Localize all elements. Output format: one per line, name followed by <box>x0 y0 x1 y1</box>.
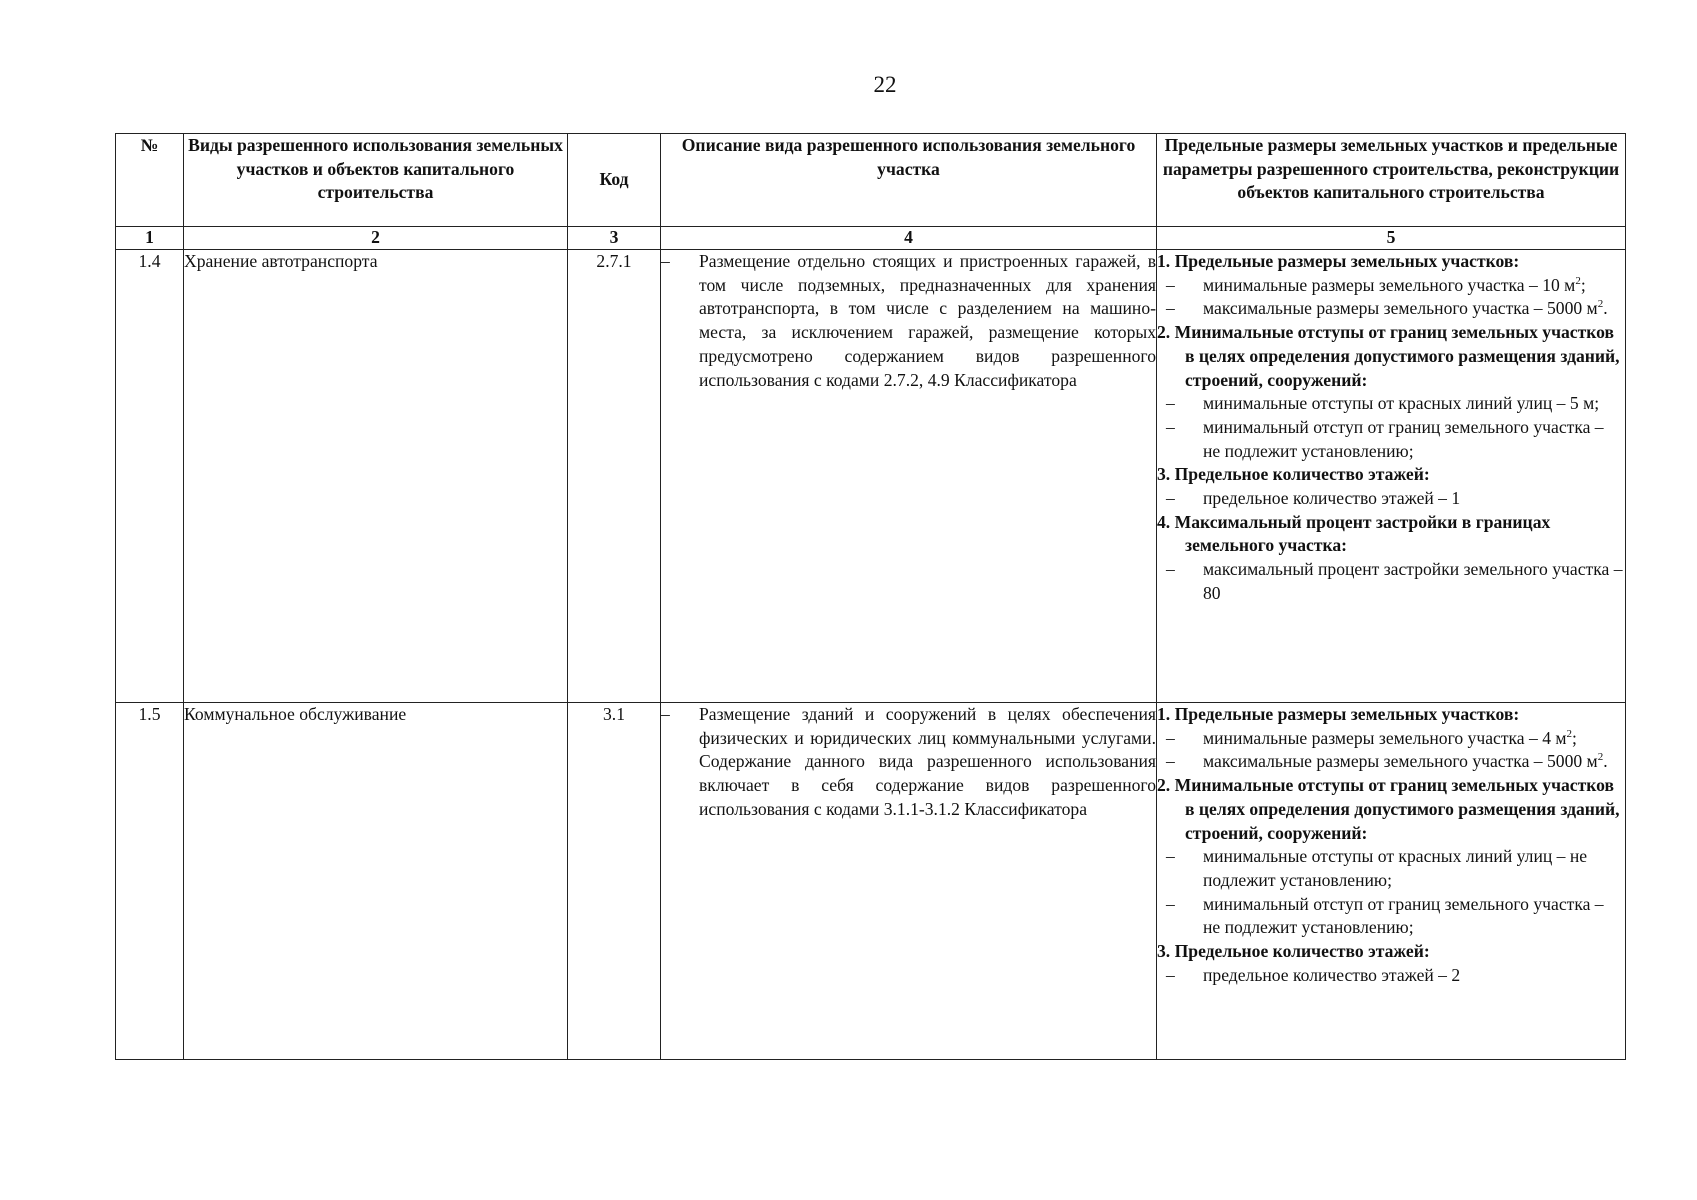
dash-bullet: – <box>1166 274 1175 295</box>
param-text: максимальные размеры земельного участка – 5000 м <box>1203 298 1598 319</box>
param-text: максимальный процент застройки земельного участка – 80 <box>1203 559 1623 603</box>
param-item <box>1157 893 1625 940</box>
use-description <box>661 703 1157 1060</box>
dash-bullet: – <box>1166 488 1175 509</box>
column-number: 1 <box>116 227 184 250</box>
row-number: 1.5 <box>116 703 184 1060</box>
param-section-title: 2. Минимальные отступы от границ земельных участков в целях определения допустимого размещения зданий, строений, сооружений: <box>1157 775 1620 843</box>
table-row <box>116 250 1626 703</box>
param-text: минимальный отступ от границ земельного участка – не подлежит установлению; <box>1203 893 1604 938</box>
param-text: минимальные отступы от красных линий улиц – 5 м; <box>1203 393 1600 414</box>
param-item <box>1157 750 1625 774</box>
column-number: 3 <box>568 227 661 250</box>
dash-bullet: – <box>661 704 670 724</box>
use-parameters <box>1157 703 1626 1060</box>
param-item <box>1157 487 1625 511</box>
column-number: 5 <box>1157 227 1626 250</box>
header-number: № <box>116 134 184 227</box>
superscript: 2 <box>1575 274 1581 287</box>
dash-bullet: – <box>1166 893 1175 914</box>
param-section-title: 1. Предельные размеры земельных участков: <box>1157 251 1520 271</box>
dash-bullet: – <box>1166 298 1175 319</box>
page-number: 22 <box>873 72 897 97</box>
param-section-title: 3. Предельное количество этажей: <box>1157 941 1430 962</box>
dash-bullet: – <box>1166 846 1175 867</box>
use-type-name: Хранение автотранспорта <box>184 250 568 703</box>
param-section-title: 2. Минимальные отступы от границ земельных участков в целях определения допустимого размещения зданий, строений, сооружений: <box>1157 322 1620 390</box>
param-item <box>1157 727 1625 751</box>
param-section-title: 4. Максимальный процент застройки в границах земельного участка: <box>1157 511 1551 556</box>
header-description: Описание вида разрешенного использования земельного участка <box>661 134 1157 227</box>
description-text: Размещение отдельно стоящих и пристроенных гаражей, в том числе подземных, предназначенных для хранения автотранспорта, в том числе с разделением на машино-места, за исключением гаражей, размещение которых предусмотрено содержанием видов разрешенного использования с кодами 2.7.2, 4.9 Классификатора <box>699 251 1156 390</box>
param-item <box>1157 845 1625 892</box>
dash-bullet: – <box>1166 559 1175 580</box>
dash-bullet: – <box>661 251 670 271</box>
description-text: Размещение зданий и сооружений в целях обеспечения физических и юридических лиц коммунальными услугами. Содержание данного вида разрешенного использования включает в себя содержание видов разрешенного использования с кодами 3.1.1-3.1.2 Классификатора <box>699 704 1156 819</box>
use-type-name: Коммунальное обслуживание <box>184 703 568 1060</box>
param-end: ; <box>1580 274 1586 295</box>
table-row <box>116 703 1626 1060</box>
param-section-title: 3. Предельное количество этажей: <box>1157 464 1430 485</box>
param-end: . <box>1603 751 1608 772</box>
param-end: ; <box>1572 727 1577 748</box>
param-item <box>1157 392 1625 416</box>
param-item <box>1157 416 1625 463</box>
use-parameters <box>1157 250 1626 703</box>
land-use-table <box>115 133 1626 1060</box>
row-number: 1.4 <box>116 250 184 703</box>
dash-bullet: – <box>1166 751 1175 772</box>
param-text: предельное количество этажей – 2 <box>1203 964 1461 985</box>
param-text: минимальные размеры земельного участка – 4 м <box>1203 727 1567 748</box>
param-text: минимальные отступы от красных линий улиц – не подлежит установлению; <box>1203 846 1588 890</box>
superscript: 2 <box>1597 751 1604 764</box>
header-code: Код <box>568 134 661 227</box>
param-text: максимальные размеры земельного участка – 5000 м <box>1203 751 1598 772</box>
column-number: 2 <box>184 227 568 250</box>
use-code: 3.1 <box>568 703 661 1060</box>
header-use-type: Виды разрешенного использования земельных участков и объектов капитального строительства <box>184 134 568 227</box>
param-text: предельное количество этажей – 1 <box>1203 488 1461 509</box>
param-section-title: 1. Предельные размеры земельных участков: <box>1157 704 1520 724</box>
param-item <box>1157 274 1625 298</box>
superscript: 2 <box>1597 298 1604 311</box>
use-code: 2.7.1 <box>568 250 661 703</box>
dash-bullet: – <box>1166 416 1175 437</box>
dash-bullet: – <box>1166 727 1175 748</box>
param-item <box>1157 297 1625 321</box>
dash-bullet: – <box>1166 393 1175 414</box>
column-numbers-row <box>116 227 1626 250</box>
param-text: минимальные размеры земельного участка – 10 м <box>1203 274 1576 295</box>
param-item <box>1157 558 1625 605</box>
param-end: . <box>1603 298 1608 319</box>
superscript: 2 <box>1566 727 1573 740</box>
column-number: 4 <box>661 227 1157 250</box>
dash-bullet: – <box>1166 964 1175 985</box>
table-header-row <box>116 134 1626 227</box>
use-description <box>661 250 1157 703</box>
param-text: минимальный отступ от границ земельного участка – не подлежит установлению; <box>1203 416 1604 461</box>
param-item <box>1157 964 1625 988</box>
header-parameters: Предельные размеры земельных участков и предельные параметры разрешенного строительства, реконструкции объектов капитального строительства <box>1157 134 1626 227</box>
